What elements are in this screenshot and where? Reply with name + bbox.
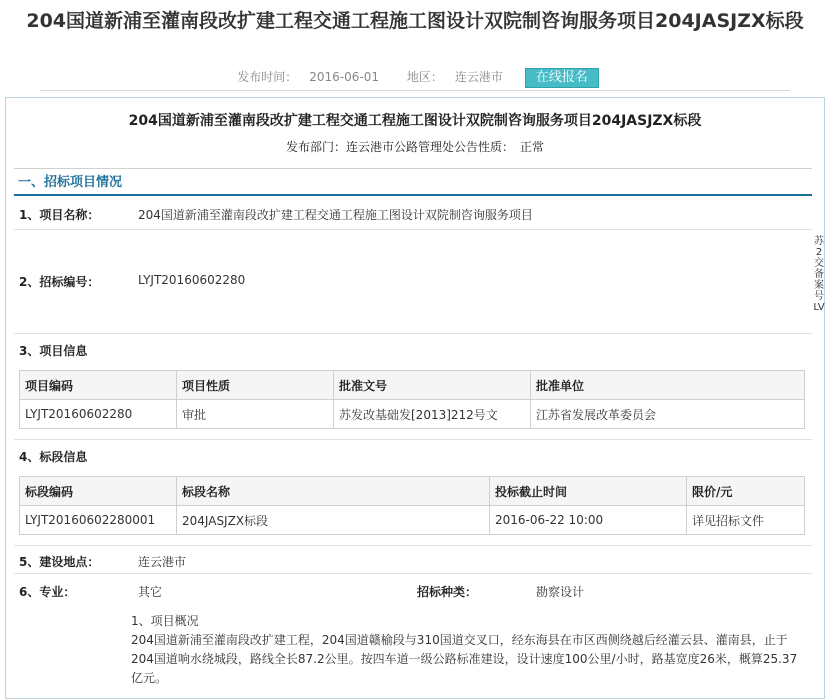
table-row xyxy=(20,400,805,429)
row-major xyxy=(14,574,812,604)
notice-dept-line: 发布部门：连云港市公路管理处公告性质： 正常 xyxy=(285,140,544,154)
table-header-cell: 投标截止时间 xyxy=(490,477,687,506)
table-header xyxy=(20,477,805,506)
location-value: 连云港市 xyxy=(138,555,187,569)
signup-button[interactable]: 在线报名 xyxy=(525,68,599,88)
type-value: 勘察设计 xyxy=(536,585,585,599)
table-cell: 详见招标文件 xyxy=(687,506,805,535)
major-label: 6、专业： xyxy=(19,585,76,599)
table-header-cell: 批准单位 xyxy=(531,371,805,400)
overview-heading: 1、项目概况 xyxy=(131,614,199,628)
region-label: 地区： xyxy=(406,70,443,84)
section-info-label: 4、标段信息 xyxy=(19,450,88,464)
publish-label: 发布时间： xyxy=(237,70,298,84)
row-location xyxy=(14,546,812,574)
publish-date xyxy=(231,70,385,84)
region xyxy=(401,70,509,84)
notice-title: 204国道新浦至灌南段改扩建工程交通工程施工图设计双院制咨询服务项目204JASJZX标段 xyxy=(128,113,702,129)
table-cell: 2016-06-22 10:00 xyxy=(490,506,687,535)
page-title: 204国道新浦至灌南段改扩建工程交通工程施工图设计双院制咨询服务项目204JASJZX标段 xyxy=(26,10,804,32)
overview xyxy=(131,612,801,688)
table-header xyxy=(20,371,805,400)
region-value: 连云港市 xyxy=(454,70,503,84)
meta-bar xyxy=(40,66,790,91)
publish-date-value: 2016-06-01 xyxy=(309,70,380,84)
table-header-cell: 限价/元 xyxy=(687,477,805,506)
row-item-code xyxy=(14,230,812,334)
table-header-cell: 批准文号 xyxy=(334,371,531,400)
side-filing-text: 苏2交备案号LV xyxy=(813,236,825,313)
table-cell: 204JASJZX标段 xyxy=(177,506,490,535)
table-cell: 江苏省发展改革委员会 xyxy=(531,400,805,429)
project-info-table xyxy=(19,370,805,429)
item-name-value: 204国道新浦至灌南段改扩建工程交通工程施工图设计双院制咨询服务项目 xyxy=(138,208,533,222)
table-header-cell: 项目性质 xyxy=(177,371,334,400)
overview-text: 204国道新浦至灌南段改扩建工程，204国道赣榆段与310国道交叉口，经东海县在市区西侧绕越后经灌云县、灌南县，止于204国道响水绕城段，路线全长87.2公里。按四车道一级公路标准建设，设计速度100公里/小时，路基宽度26米，概算25.37亿元。 xyxy=(131,633,798,685)
section-heading: 一、招标项目情况 xyxy=(14,168,812,196)
table-cell: 审批 xyxy=(177,400,334,429)
type-label: 招标种类： xyxy=(417,585,478,599)
table-header-cell: 标段名称 xyxy=(177,477,490,506)
table-cell: 苏发改基础发[2013]212号文 xyxy=(334,400,531,429)
major-value: 其它 xyxy=(138,585,163,599)
table-header-cell: 标段编码 xyxy=(20,477,177,506)
table-cell: LYJT20160602280001 xyxy=(20,506,177,535)
item-code-value: LYJT20160602280 xyxy=(138,273,246,287)
project-info-label: 3、项目信息 xyxy=(19,344,88,358)
table-cell: LYJT20160602280 xyxy=(20,400,177,429)
notice-box xyxy=(5,97,825,699)
location-label: 5、建设地点： xyxy=(19,555,100,569)
table-header-cell: 项目编码 xyxy=(20,371,177,400)
section-info-table xyxy=(19,476,805,535)
item-code-label: 2、招标编号： xyxy=(19,275,100,289)
table-row xyxy=(20,506,805,535)
row-item-name xyxy=(14,198,812,230)
item-name-label: 1、项目名称： xyxy=(19,208,100,222)
